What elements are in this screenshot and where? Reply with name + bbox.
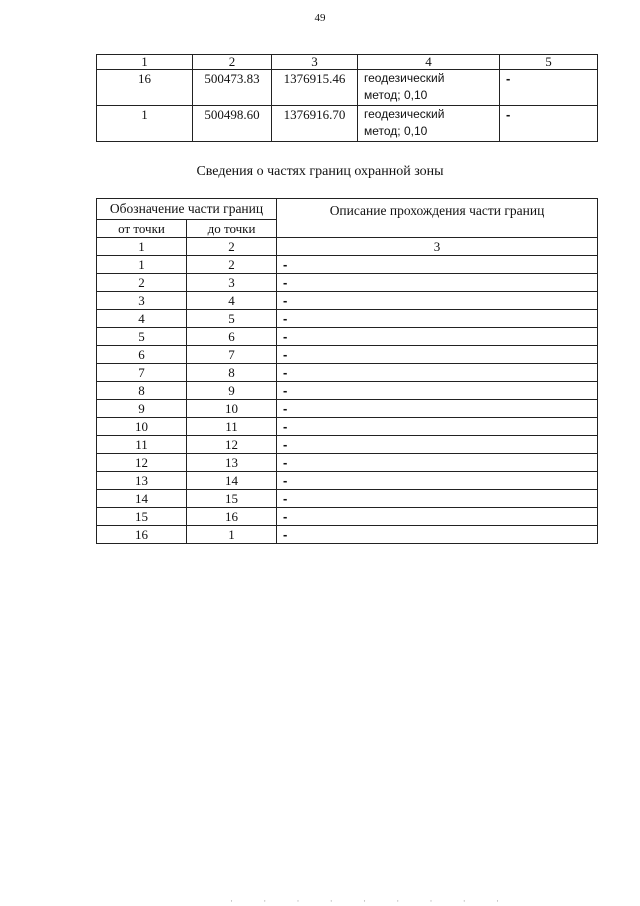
from-point: 10 bbox=[97, 418, 187, 436]
designation-header: Обозначение части границ bbox=[97, 199, 277, 220]
description: - bbox=[277, 364, 598, 382]
parts-row bbox=[97, 310, 598, 328]
column-number: 1 bbox=[97, 238, 187, 256]
column-number: 3 bbox=[277, 238, 598, 256]
parts-row bbox=[97, 328, 598, 346]
from-point: 5 bbox=[97, 328, 187, 346]
to-point: 4 bbox=[187, 292, 277, 310]
coordinate-y: 1376915.46 bbox=[272, 70, 358, 106]
point-id: 16 bbox=[97, 70, 193, 106]
description: - bbox=[277, 454, 598, 472]
from-point: 12 bbox=[97, 454, 187, 472]
to-point-header: до точки bbox=[187, 220, 277, 238]
method-line: метод; 0,10 bbox=[364, 88, 428, 102]
parts-row bbox=[97, 472, 598, 490]
to-point: 14 bbox=[187, 472, 277, 490]
method-cell bbox=[358, 106, 500, 142]
column-number: 2 bbox=[187, 238, 277, 256]
description: - bbox=[277, 382, 598, 400]
coordinates-row bbox=[97, 106, 598, 142]
parts-row bbox=[97, 256, 598, 274]
description: - bbox=[277, 292, 598, 310]
description: - bbox=[277, 310, 598, 328]
parts-row bbox=[97, 508, 598, 526]
parts-row bbox=[97, 382, 598, 400]
description: - bbox=[277, 526, 598, 544]
parts-column-numbers-row bbox=[97, 238, 598, 256]
to-point: 6 bbox=[187, 328, 277, 346]
to-point: 16 bbox=[187, 508, 277, 526]
to-point: 8 bbox=[187, 364, 277, 382]
from-point: 15 bbox=[97, 508, 187, 526]
to-point: 1 bbox=[187, 526, 277, 544]
parts-row bbox=[97, 436, 598, 454]
description-header: Описание прохождения части границ bbox=[277, 199, 598, 238]
to-point: 3 bbox=[187, 274, 277, 292]
to-point: 5 bbox=[187, 310, 277, 328]
from-point: 6 bbox=[97, 346, 187, 364]
description: - bbox=[277, 418, 598, 436]
column-number: 4 bbox=[358, 55, 500, 70]
parts-header-row bbox=[97, 199, 598, 220]
from-point: 11 bbox=[97, 436, 187, 454]
to-point: 7 bbox=[187, 346, 277, 364]
column-number: 3 bbox=[272, 55, 358, 70]
description: - bbox=[277, 436, 598, 454]
from-point: 8 bbox=[97, 382, 187, 400]
parts-row bbox=[97, 346, 598, 364]
to-point: 13 bbox=[187, 454, 277, 472]
parts-row bbox=[97, 292, 598, 310]
description: - bbox=[277, 328, 598, 346]
parts-row bbox=[97, 526, 598, 544]
description: - bbox=[277, 346, 598, 364]
footer-scan-marks: · · · · · · · · · bbox=[230, 896, 513, 906]
column-number: 5 bbox=[500, 55, 598, 70]
coordinate-x: 500498.60 bbox=[193, 106, 272, 142]
from-point: 3 bbox=[97, 292, 187, 310]
description: - bbox=[277, 256, 598, 274]
from-point: 1 bbox=[97, 256, 187, 274]
description: - bbox=[277, 472, 598, 490]
description: - bbox=[277, 508, 598, 526]
to-point: 2 bbox=[187, 256, 277, 274]
from-point: 16 bbox=[97, 526, 187, 544]
from-point: 2 bbox=[97, 274, 187, 292]
coordinates-header-row bbox=[97, 55, 598, 70]
to-point: 11 bbox=[187, 418, 277, 436]
parts-row bbox=[97, 418, 598, 436]
coordinate-x: 500473.83 bbox=[193, 70, 272, 106]
page-number: 49 bbox=[314, 12, 326, 24]
parts-row bbox=[97, 490, 598, 508]
coordinates-row bbox=[97, 70, 598, 106]
column-number: 1 bbox=[97, 55, 193, 70]
parts-row bbox=[97, 454, 598, 472]
from-point: 9 bbox=[97, 400, 187, 418]
parts-row bbox=[97, 364, 598, 382]
method-line: геодезический bbox=[364, 107, 445, 121]
description: - bbox=[277, 490, 598, 508]
to-point: 10 bbox=[187, 400, 277, 418]
column-number: 2 bbox=[193, 55, 272, 70]
description: - bbox=[277, 274, 598, 292]
method-line: метод; 0,10 bbox=[364, 124, 428, 138]
from-point-header: от точки bbox=[97, 220, 187, 238]
from-point: 13 bbox=[97, 472, 187, 490]
boundary-parts-table bbox=[96, 198, 598, 544]
precision-cell: - bbox=[500, 70, 598, 106]
parts-row bbox=[97, 400, 598, 418]
coordinates-table bbox=[96, 54, 598, 142]
to-point: 12 bbox=[187, 436, 277, 454]
parts-row bbox=[97, 274, 598, 292]
method-cell bbox=[358, 70, 500, 106]
precision-cell: - bbox=[500, 106, 598, 142]
from-point: 14 bbox=[97, 490, 187, 508]
section-title: Сведения о частях границ охранной зоны bbox=[196, 164, 444, 179]
method-line: геодезический bbox=[364, 71, 445, 85]
coordinate-y: 1376916.70 bbox=[272, 106, 358, 142]
description: - bbox=[277, 400, 598, 418]
from-point: 7 bbox=[97, 364, 187, 382]
point-id: 1 bbox=[97, 106, 193, 142]
to-point: 9 bbox=[187, 382, 277, 400]
to-point: 15 bbox=[187, 490, 277, 508]
from-point: 4 bbox=[97, 310, 187, 328]
